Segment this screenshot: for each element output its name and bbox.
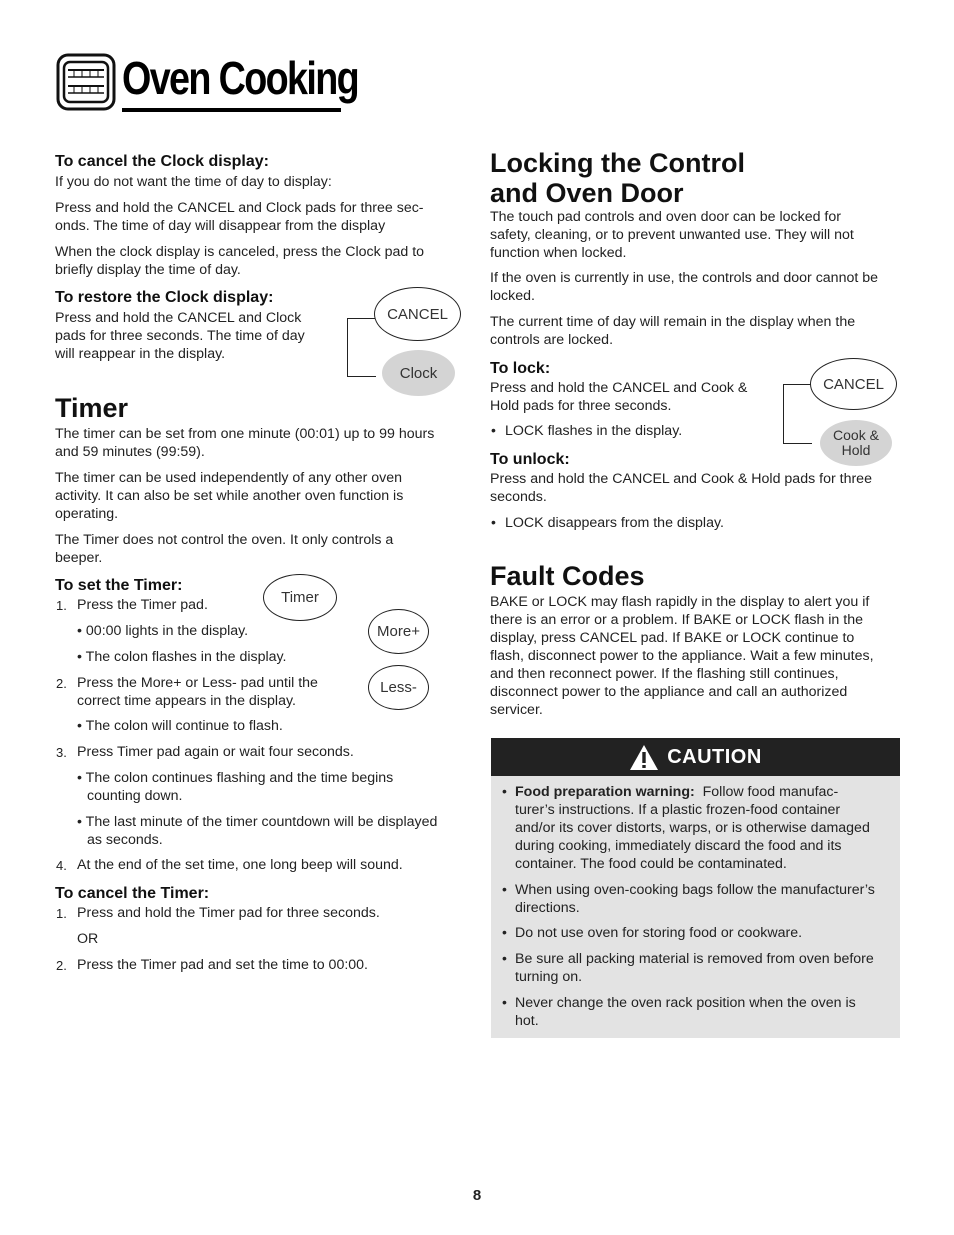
bullet-dot: • <box>502 950 507 966</box>
fault-l7: servicer. <box>490 702 543 718</box>
unlock-bullet: LOCK disappears from the display. <box>505 515 724 531</box>
caution-item3: Do not use oven for storing food or cookware. <box>515 925 803 941</box>
bullet-dot: • <box>502 994 507 1010</box>
locking-p2b: locked. <box>490 288 535 304</box>
unlock-l2: seconds. <box>490 489 547 505</box>
bullet-dot: • <box>491 422 496 438</box>
caution-item1-text: Follow food manufac- <box>702 784 839 800</box>
cancel-pad[interactable]: CANCEL <box>374 287 461 341</box>
locking-heading-1: Locking the Control <box>490 148 745 178</box>
restore-clock-heading: To restore the Clock display: <box>55 289 274 306</box>
cancel-clock-p3b: briefly display the time of day. <box>55 262 241 278</box>
lock-pad-bracket <box>783 384 812 444</box>
caution-item1-line2: turer’s instructions. If a plastic frozen-food container <box>515 802 841 818</box>
lock-l1: Press and hold the CANCEL and Cook & <box>490 380 748 396</box>
more-pad[interactable]: More+ <box>368 609 429 654</box>
page-title: Oven Cooking <box>122 52 359 104</box>
timer-heading: Timer <box>55 393 129 423</box>
cook-hold-pad-line1: Cook & <box>833 427 879 443</box>
bullet-dot: • <box>502 881 507 897</box>
lock-bullet: LOCK flashes in the display. <box>505 423 683 439</box>
set-timer-bullet2: • The colon flashes in the display. <box>77 649 287 665</box>
fault-l3: display, press CANCEL pad. If BAKE or LOCK continue to <box>490 630 855 646</box>
caution-header <box>491 738 900 776</box>
fault-l2: there is an error or a problem. If BAKE or LOCK flash in the <box>490 612 863 628</box>
cook-hold-pad-line2: Hold <box>841 442 871 458</box>
caution-item1-line4: during cooking, immediately discard the food and its <box>515 838 842 854</box>
set-timer-step4: At the end of the set time, one long beep will sound. <box>77 857 403 873</box>
step-number: 4. <box>56 858 67 873</box>
set-timer-bullet4a: • The colon continues flashing and the time begins <box>77 770 394 786</box>
timer-p2b: activity. It can also be set while another oven function is <box>55 488 404 504</box>
fault-heading: Fault Codes <box>490 561 645 591</box>
bullet-dot: • <box>491 514 496 530</box>
set-timer-heading: To set the Timer: <box>55 577 183 594</box>
locking-heading-2: and Oven Door <box>490 178 684 208</box>
oven-icon <box>56 53 116 116</box>
cancel-clock-p1: If you do not want the time of day to display: <box>55 174 332 190</box>
cancel-clock-p2b: onds. The time of day will disappear from the display <box>55 218 386 234</box>
set-timer-bullet4b: counting down. <box>87 788 183 804</box>
bullet-dot: • <box>502 924 507 940</box>
timer-p3a: The Timer does not control the oven. It only controls a <box>55 532 394 548</box>
lock-l2: Hold pads for three seconds. <box>490 398 672 414</box>
cancel-clock-heading: To cancel the Clock display: <box>55 153 269 170</box>
clock-pad[interactable]: Clock <box>382 350 455 396</box>
locking-p1a: The touch pad controls and oven door can be locked for <box>490 209 841 225</box>
timer-p2a: The timer can be used independently of any other oven <box>55 470 403 486</box>
set-timer-step2b: correct time appears in the display. <box>77 693 296 709</box>
caution-item2-line1: When using oven-cooking bags follow the manufacturer’s <box>515 882 875 898</box>
step-number: 3. <box>56 745 67 760</box>
fault-l6: disconnect power to the appliance and call an authorized <box>490 684 848 700</box>
set-timer-step1: Press the Timer pad. <box>77 597 208 613</box>
cancel-clock-p3a: When the clock display is canceled, press the Clock pad to <box>55 244 425 260</box>
timer-p1a: The timer can be set from one minute (00:01) up to 99 hours <box>55 426 435 442</box>
locking-p1c: function when locked. <box>490 245 627 261</box>
step-number: 1. <box>56 598 67 613</box>
title-underline <box>122 108 341 112</box>
timer-p3b: beeper. <box>55 550 103 566</box>
fault-l1: BAKE or LOCK may flash rapidly in the display to alert you if <box>490 594 870 610</box>
cancel-timer-or: OR <box>77 931 99 947</box>
caution-item4-line2: turning on. <box>515 969 583 985</box>
caution-item1-line3: and/or its cover distorts, warps, or is otherwise damaged <box>515 820 870 836</box>
bullet-dot: • <box>502 783 507 799</box>
locking-p3a: The current time of day will remain in the display when the <box>490 314 856 330</box>
set-timer-step2a: Press the More+ or Less- pad until the <box>77 675 318 691</box>
timer-p1b: and 59 minutes (99:59). <box>55 444 205 460</box>
locking-p2a: If the oven is currently in use, the controls and door cannot be <box>490 270 879 286</box>
caution-item1-line5: container. The food could be contaminated. <box>515 856 787 872</box>
restore-clock-l3: will reappear in the display. <box>55 346 226 362</box>
step-number: 1. <box>56 906 67 921</box>
set-timer-bullet5b: as seconds. <box>87 832 163 848</box>
clock-pad-bracket <box>347 318 376 377</box>
cancel-clock-p2a: Press and hold the CANCEL and Clock pads for three sec- <box>55 200 424 216</box>
restore-clock-l2: pads for three seconds. The time of day <box>55 328 305 344</box>
set-timer-step3: Press Timer pad again or wait four seconds. <box>77 744 354 760</box>
cancel-timer-step1: Press and hold the Timer pad for three seconds. <box>77 905 380 921</box>
restore-clock-l1: Press and hold the CANCEL and Clock <box>55 310 302 326</box>
caution-label: CAUTION <box>667 745 762 768</box>
step-number: 2. <box>56 676 67 691</box>
set-timer-bullet1: • 00:00 lights in the display. <box>77 623 249 639</box>
warning-icon <box>629 744 659 771</box>
fault-l4: flash, disconnect power to the appliance. Wait a few minutes, <box>490 648 874 664</box>
locking-p1b: safety, cleaning, or to prevent unwanted use. They will not <box>490 227 854 243</box>
lock-cancel-pad[interactable]: CANCEL <box>810 358 897 410</box>
caution-item5-line2: hot. <box>515 1013 539 1029</box>
lock-heading: To lock: <box>490 360 551 377</box>
page-number: 8 <box>472 1187 482 1204</box>
cancel-timer-step2: Press the Timer pad and set the time to 00:00. <box>77 957 369 973</box>
fault-l5: and then reconnect power. If the flashing still continues, <box>490 666 839 682</box>
set-timer-bullet3: • The colon will continue to flash. <box>77 718 283 734</box>
less-pad[interactable]: Less- <box>368 665 429 710</box>
unlock-heading: To unlock: <box>490 451 570 468</box>
timer-pad[interactable]: Timer <box>263 574 337 621</box>
step-number: 2. <box>56 958 67 973</box>
caution-item1-line1 <box>515 783 838 801</box>
caution-item1-bold: Food preparation warning: <box>515 784 695 800</box>
cancel-timer-heading: To cancel the Timer: <box>55 885 210 902</box>
caution-item2-line2: directions. <box>515 900 580 916</box>
set-timer-bullet5a: • The last minute of the timer countdown will be displayed <box>77 814 438 830</box>
cook-hold-pad[interactable] <box>820 420 892 466</box>
caution-item5-line1: Never change the oven rack position when the oven is <box>515 995 856 1011</box>
caution-item4-line1: Be sure all packing material is removed from oven before <box>515 951 874 967</box>
timer-p2c: operating. <box>55 506 119 522</box>
locking-p3b: controls are locked. <box>490 332 614 348</box>
unlock-l1: Press and hold the CANCEL and Cook & Hold pads for three <box>490 471 872 487</box>
